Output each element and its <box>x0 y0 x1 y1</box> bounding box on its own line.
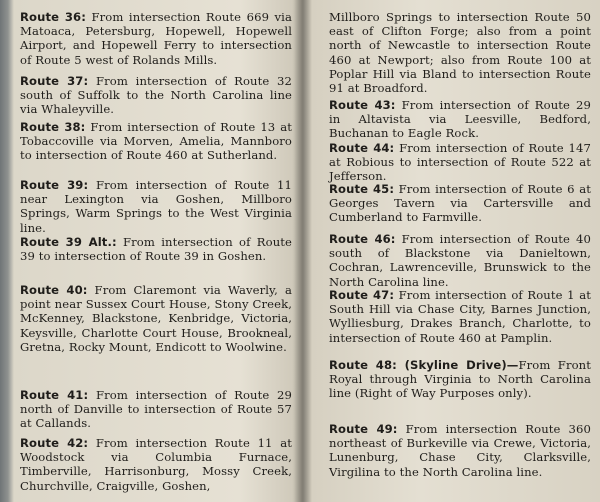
route-entry <box>20 283 292 354</box>
route-description: From Front Royal through Virginia to North Carolina line (Right of Way Purposes only). <box>329 358 591 401</box>
route-description: From intersection of Route 147 at Robious to intersection of Route 522 at Jefferson. <box>329 141 591 184</box>
route-entry <box>329 422 591 479</box>
route-description: From intersection of Route 29 north of Danville to intersection of Route 57 at Callands. <box>20 388 293 431</box>
route-entry <box>20 120 292 163</box>
route-description: From intersection Route 11 at Woodstock via Columbia Furnace, Timberville, Harrisonburg, Mossy Creek, Churchville, Craigville, Goshen, <box>20 436 292 493</box>
route-entry <box>329 358 591 401</box>
route-description: From intersection of Route 6 at Georges Tavern via Cartersville and Cumberland to Farmville. <box>329 182 591 225</box>
route-entry <box>20 436 292 493</box>
route-label: Route 41: <box>20 388 89 402</box>
route-description: From intersection Route 669 via Matoaca, Petersburg, Hopewell, Hopewell Airport, and Hopewell Ferry to intersection of Route 5 west of Rolands Mills. <box>20 10 292 67</box>
left-page <box>14 0 299 502</box>
route-entry <box>20 178 292 235</box>
right-page <box>307 0 600 502</box>
route-label: Route 49: <box>329 422 398 436</box>
route-label: Route 48: (Skyline Drive)— <box>329 358 519 372</box>
route-label: Route 46: <box>329 232 396 246</box>
route-entry <box>20 388 292 431</box>
route-description: From intersection of Route 40 south of Blackstone via Danieltown, Cochran, Lawrenceville, Brunswick to the North Carolina line. <box>329 232 592 289</box>
route-entry <box>20 235 292 263</box>
route-label: Route 38: <box>20 120 86 134</box>
route-label: Route 47: <box>329 288 395 302</box>
route-label: Route 39: <box>20 178 89 192</box>
route-label: Route 40: <box>20 283 88 297</box>
route-label: Route 44: <box>329 141 395 155</box>
route-label: Route 37: <box>20 74 89 88</box>
route-entry <box>329 141 591 184</box>
route-label: Route 45: <box>329 182 395 196</box>
route-description: From intersection of Route 39 to intersection of Route 39 in Goshen. <box>20 235 293 264</box>
route-description: From intersection of Route 29 in Altavista via Leesville, Bedford, Buchanan to Eagle Rock. <box>329 98 592 141</box>
route-entry <box>329 10 591 95</box>
route-entry <box>20 74 292 117</box>
route-label: Route 36: <box>20 10 86 24</box>
route-description: From Claremont via Waverly, a point near Sussex Court House, Stony Creek, McKenney, Blackstone, Kenbridge, Victoria, Keysville, Charlotte Court House, Brookneal, Gretna, Rocky Mount, Endicott to Woolwine. <box>20 283 292 354</box>
route-description: Millboro Springs to intersection Route 50 east of Clifton Forge; also from a point north of Newcastle to intersection Route 460 at Newport; also from Route 100 at Poplar Hill via Bland to intersection Route 91 at Broadford. <box>329 10 591 96</box>
route-entry <box>329 98 591 141</box>
route-entry <box>20 10 292 67</box>
route-description: From intersection of Route 1 at South Hill via Chase City, Barnes Junction, Wylliesburg, Drakes Branch, Charlotte, to intersection of Route 460 at Pamplin. <box>329 288 591 345</box>
route-label: Route 39 Alt.: <box>20 235 117 249</box>
route-entry <box>329 232 591 289</box>
route-description: From intersection of Route 11 near Lexington via Goshen, Millboro Springs, Warm Springs to the West Virginia line. <box>20 178 293 235</box>
route-entry <box>329 182 591 225</box>
route-description: From intersection of Route 32 south of Suffolk to the North Carolina line via Whaleyville. <box>20 74 293 117</box>
route-entry <box>329 288 591 345</box>
route-description: From intersection of Route 13 at Tobaccoville via Morven, Amelia, Mannboro to intersection of Route 460 at Sutherland. <box>20 120 292 163</box>
route-label: Route 42: <box>20 436 89 450</box>
route-label: Route 43: <box>329 98 396 112</box>
route-description: From intersection Route 360 northeast of Burkeville via Crewe, Victoria, Lunenburg, Chase City, Clarksville, Virgilina to the North Carolina line. <box>329 422 591 479</box>
